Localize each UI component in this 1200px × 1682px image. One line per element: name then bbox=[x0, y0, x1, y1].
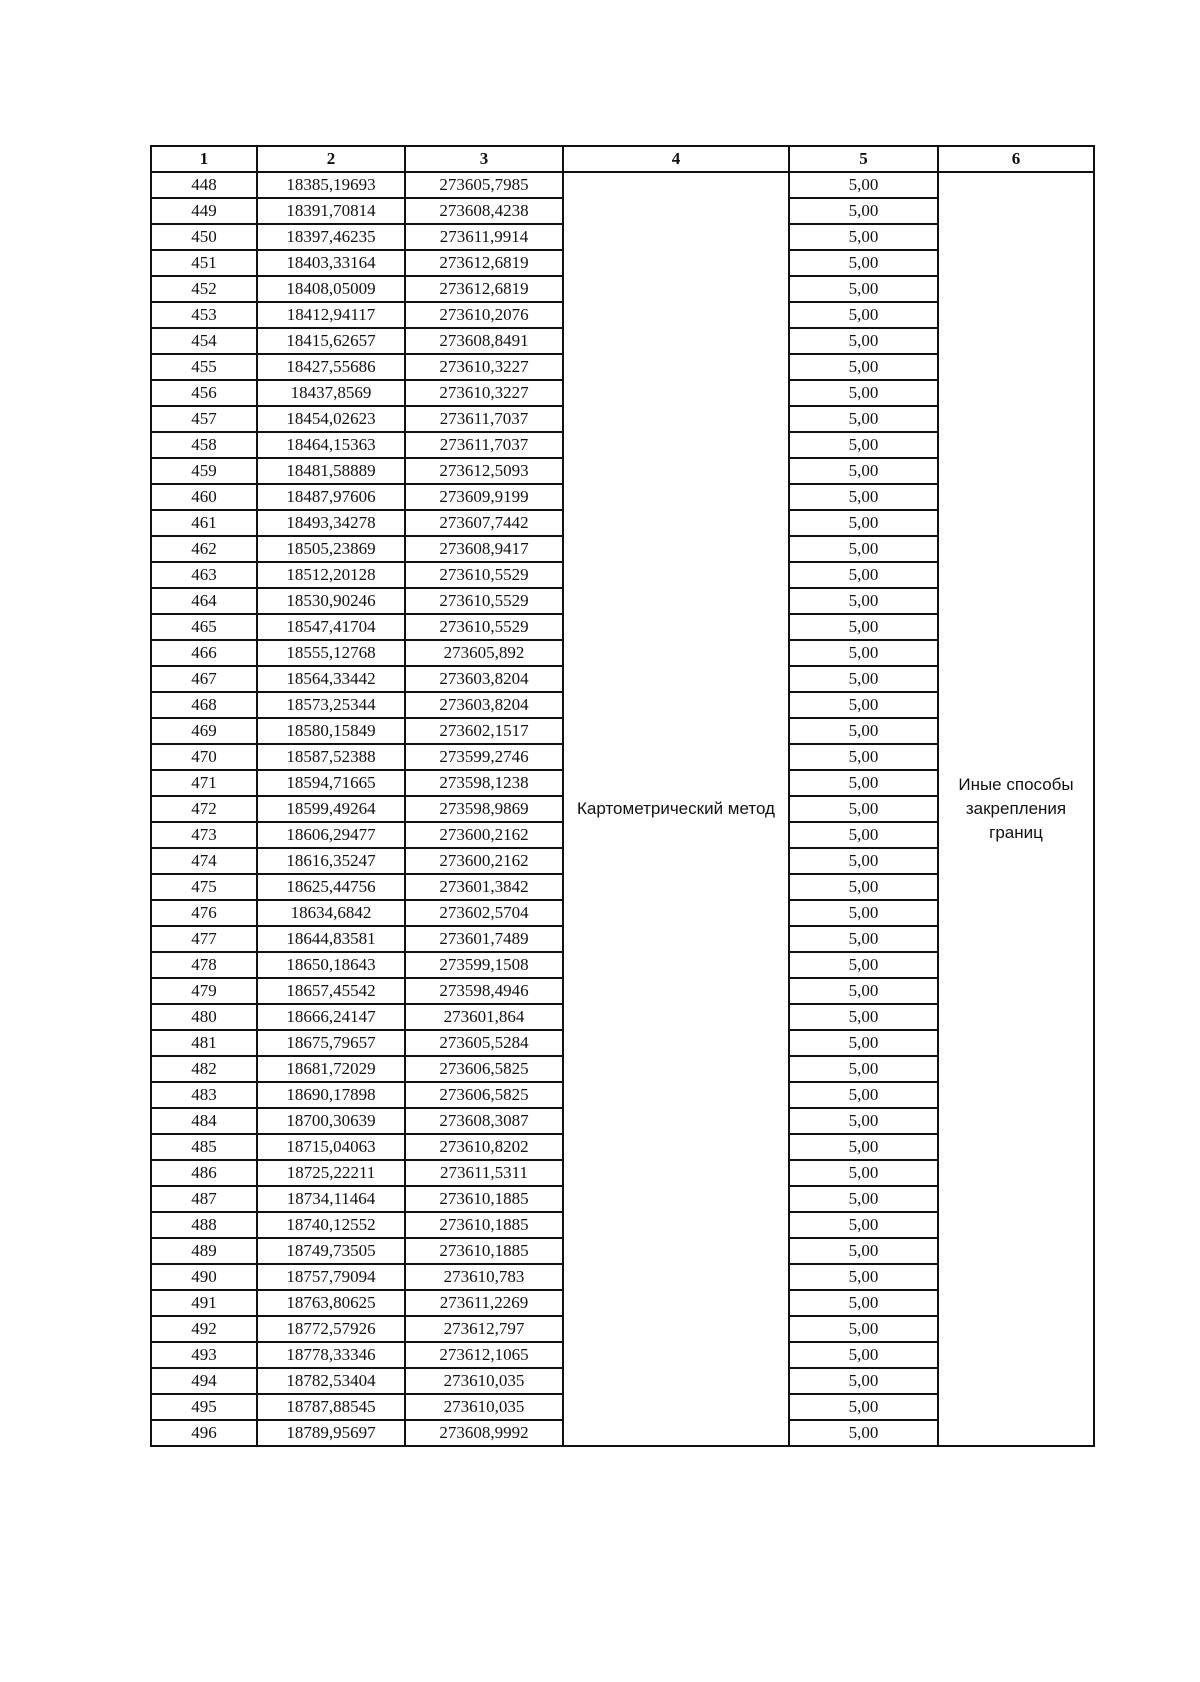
precision-cell: 5,00 bbox=[789, 614, 938, 640]
y-coordinate-cell: 273605,5284 bbox=[405, 1030, 563, 1056]
x-coordinate-cell: 18740,12552 bbox=[257, 1212, 405, 1238]
x-coordinate-cell: 18616,35247 bbox=[257, 848, 405, 874]
point-number-cell: 460 bbox=[151, 484, 257, 510]
y-coordinate-cell: 273601,3842 bbox=[405, 874, 563, 900]
y-coordinate-cell: 273611,5311 bbox=[405, 1160, 563, 1186]
y-coordinate-cell: 273602,1517 bbox=[405, 718, 563, 744]
x-coordinate-cell: 18564,33442 bbox=[257, 666, 405, 692]
point-number-cell: 455 bbox=[151, 354, 257, 380]
precision-cell: 5,00 bbox=[789, 1160, 938, 1186]
table-row bbox=[151, 172, 1094, 198]
precision-cell: 5,00 bbox=[789, 276, 938, 302]
precision-cell: 5,00 bbox=[789, 250, 938, 276]
precision-cell: 5,00 bbox=[789, 692, 938, 718]
precision-cell: 5,00 bbox=[789, 1030, 938, 1056]
y-coordinate-cell: 273598,4946 bbox=[405, 978, 563, 1004]
point-number-cell: 492 bbox=[151, 1316, 257, 1342]
x-coordinate-cell: 18772,57926 bbox=[257, 1316, 405, 1342]
y-coordinate-cell: 273600,2162 bbox=[405, 848, 563, 874]
y-coordinate-cell: 273608,9992 bbox=[405, 1420, 563, 1446]
point-number-cell: 453 bbox=[151, 302, 257, 328]
point-number-cell: 479 bbox=[151, 978, 257, 1004]
precision-cell: 5,00 bbox=[789, 1316, 938, 1342]
precision-cell: 5,00 bbox=[789, 640, 938, 666]
x-coordinate-cell: 18757,79094 bbox=[257, 1264, 405, 1290]
table-body bbox=[151, 172, 1094, 1446]
y-coordinate-cell: 273609,9199 bbox=[405, 484, 563, 510]
precision-cell: 5,00 bbox=[789, 1186, 938, 1212]
x-coordinate-cell: 18427,55686 bbox=[257, 354, 405, 380]
header-row bbox=[151, 146, 1094, 172]
y-coordinate-cell: 273611,7037 bbox=[405, 432, 563, 458]
x-coordinate-cell: 18700,30639 bbox=[257, 1108, 405, 1134]
x-coordinate-cell: 18437,8569 bbox=[257, 380, 405, 406]
precision-cell: 5,00 bbox=[789, 1082, 938, 1108]
point-number-cell: 464 bbox=[151, 588, 257, 614]
point-number-cell: 476 bbox=[151, 900, 257, 926]
precision-cell: 5,00 bbox=[789, 744, 938, 770]
x-coordinate-cell: 18385,19693 bbox=[257, 172, 405, 198]
x-coordinate-cell: 18789,95697 bbox=[257, 1420, 405, 1446]
point-number-cell: 480 bbox=[151, 1004, 257, 1030]
point-number-cell: 486 bbox=[151, 1160, 257, 1186]
precision-cell: 5,00 bbox=[789, 848, 938, 874]
precision-cell: 5,00 bbox=[789, 198, 938, 224]
x-coordinate-cell: 18763,80625 bbox=[257, 1290, 405, 1316]
x-coordinate-cell: 18666,24147 bbox=[257, 1004, 405, 1030]
x-coordinate-cell: 18675,79657 bbox=[257, 1030, 405, 1056]
precision-cell: 5,00 bbox=[789, 978, 938, 1004]
precision-cell: 5,00 bbox=[789, 796, 938, 822]
y-coordinate-cell: 273610,783 bbox=[405, 1264, 563, 1290]
point-number-cell: 488 bbox=[151, 1212, 257, 1238]
y-coordinate-cell: 273599,2746 bbox=[405, 744, 563, 770]
precision-cell: 5,00 bbox=[789, 1212, 938, 1238]
header-col-4: 4 bbox=[563, 146, 789, 172]
y-coordinate-cell: 273610,1885 bbox=[405, 1186, 563, 1212]
precision-cell: 5,00 bbox=[789, 510, 938, 536]
x-coordinate-cell: 18505,23869 bbox=[257, 536, 405, 562]
precision-cell: 5,00 bbox=[789, 354, 938, 380]
x-coordinate-cell: 18487,97606 bbox=[257, 484, 405, 510]
precision-cell: 5,00 bbox=[789, 588, 938, 614]
precision-cell: 5,00 bbox=[789, 1004, 938, 1030]
precision-cell: 5,00 bbox=[789, 172, 938, 198]
method-cell: Картометрический метод bbox=[563, 172, 789, 1446]
point-number-cell: 473 bbox=[151, 822, 257, 848]
point-number-cell: 485 bbox=[151, 1134, 257, 1160]
precision-cell: 5,00 bbox=[789, 1368, 938, 1394]
precision-cell: 5,00 bbox=[789, 432, 938, 458]
point-number-cell: 471 bbox=[151, 770, 257, 796]
precision-cell: 5,00 bbox=[789, 1420, 938, 1446]
x-coordinate-cell: 18555,12768 bbox=[257, 640, 405, 666]
y-coordinate-cell: 273612,5093 bbox=[405, 458, 563, 484]
x-coordinate-cell: 18481,58889 bbox=[257, 458, 405, 484]
precision-cell: 5,00 bbox=[789, 458, 938, 484]
y-coordinate-cell: 273612,1065 bbox=[405, 1342, 563, 1368]
x-coordinate-cell: 18403,33164 bbox=[257, 250, 405, 276]
point-number-cell: 482 bbox=[151, 1056, 257, 1082]
point-number-cell: 478 bbox=[151, 952, 257, 978]
precision-cell: 5,00 bbox=[789, 822, 938, 848]
precision-cell: 5,00 bbox=[789, 874, 938, 900]
point-number-cell: 463 bbox=[151, 562, 257, 588]
x-coordinate-cell: 18734,11464 bbox=[257, 1186, 405, 1212]
point-number-cell: 461 bbox=[151, 510, 257, 536]
precision-cell: 5,00 bbox=[789, 406, 938, 432]
y-coordinate-cell: 273598,9869 bbox=[405, 796, 563, 822]
y-coordinate-cell: 273610,1885 bbox=[405, 1212, 563, 1238]
y-coordinate-cell: 273611,9914 bbox=[405, 224, 563, 250]
y-coordinate-cell: 273610,1885 bbox=[405, 1238, 563, 1264]
point-number-cell: 474 bbox=[151, 848, 257, 874]
x-coordinate-cell: 18412,94117 bbox=[257, 302, 405, 328]
point-number-cell: 468 bbox=[151, 692, 257, 718]
point-number-cell: 481 bbox=[151, 1030, 257, 1056]
y-coordinate-cell: 273598,1238 bbox=[405, 770, 563, 796]
x-coordinate-cell: 18599,49264 bbox=[257, 796, 405, 822]
y-coordinate-cell: 273607,7442 bbox=[405, 510, 563, 536]
x-coordinate-cell: 18787,88545 bbox=[257, 1394, 405, 1420]
y-coordinate-cell: 273608,9417 bbox=[405, 536, 563, 562]
x-coordinate-cell: 18778,33346 bbox=[257, 1342, 405, 1368]
point-number-cell: 450 bbox=[151, 224, 257, 250]
precision-cell: 5,00 bbox=[789, 900, 938, 926]
point-number-cell: 458 bbox=[151, 432, 257, 458]
x-coordinate-cell: 18650,18643 bbox=[257, 952, 405, 978]
precision-cell: 5,00 bbox=[789, 1264, 938, 1290]
x-coordinate-cell: 18573,25344 bbox=[257, 692, 405, 718]
y-coordinate-cell: 273599,1508 bbox=[405, 952, 563, 978]
x-coordinate-cell: 18587,52388 bbox=[257, 744, 405, 770]
point-number-cell: 484 bbox=[151, 1108, 257, 1134]
y-coordinate-cell: 273612,797 bbox=[405, 1316, 563, 1342]
y-coordinate-cell: 273602,5704 bbox=[405, 900, 563, 926]
point-number-cell: 454 bbox=[151, 328, 257, 354]
coordinates-table bbox=[150, 145, 1095, 1447]
y-coordinate-cell: 273610,035 bbox=[405, 1368, 563, 1394]
y-coordinate-cell: 273610,5529 bbox=[405, 614, 563, 640]
y-coordinate-cell: 273612,6819 bbox=[405, 276, 563, 302]
y-coordinate-cell: 273608,8491 bbox=[405, 328, 563, 354]
point-number-cell: 491 bbox=[151, 1290, 257, 1316]
precision-cell: 5,00 bbox=[789, 484, 938, 510]
point-number-cell: 487 bbox=[151, 1186, 257, 1212]
x-coordinate-cell: 18464,15363 bbox=[257, 432, 405, 458]
header-col-1: 1 bbox=[151, 146, 257, 172]
x-coordinate-cell: 18634,6842 bbox=[257, 900, 405, 926]
precision-cell: 5,00 bbox=[789, 328, 938, 354]
precision-cell: 5,00 bbox=[789, 1108, 938, 1134]
x-coordinate-cell: 18580,15849 bbox=[257, 718, 405, 744]
y-coordinate-cell: 273603,8204 bbox=[405, 692, 563, 718]
x-coordinate-cell: 18454,02623 bbox=[257, 406, 405, 432]
x-coordinate-cell: 18530,90246 bbox=[257, 588, 405, 614]
point-number-cell: 475 bbox=[151, 874, 257, 900]
x-coordinate-cell: 18644,83581 bbox=[257, 926, 405, 952]
point-number-cell: 451 bbox=[151, 250, 257, 276]
point-number-cell: 462 bbox=[151, 536, 257, 562]
y-coordinate-cell: 273601,7489 bbox=[405, 926, 563, 952]
y-coordinate-cell: 273610,5529 bbox=[405, 588, 563, 614]
y-coordinate-cell: 273611,7037 bbox=[405, 406, 563, 432]
x-coordinate-cell: 18690,17898 bbox=[257, 1082, 405, 1108]
y-coordinate-cell: 273610,3227 bbox=[405, 380, 563, 406]
precision-cell: 5,00 bbox=[789, 1342, 938, 1368]
precision-cell: 5,00 bbox=[789, 770, 938, 796]
point-number-cell: 489 bbox=[151, 1238, 257, 1264]
precision-cell: 5,00 bbox=[789, 666, 938, 692]
header-col-3: 3 bbox=[405, 146, 563, 172]
precision-cell: 5,00 bbox=[789, 1238, 938, 1264]
x-coordinate-cell: 18391,70814 bbox=[257, 198, 405, 224]
y-coordinate-cell: 273611,2269 bbox=[405, 1290, 563, 1316]
y-coordinate-cell: 273610,5529 bbox=[405, 562, 563, 588]
point-number-cell: 466 bbox=[151, 640, 257, 666]
point-number-cell: 467 bbox=[151, 666, 257, 692]
point-number-cell: 448 bbox=[151, 172, 257, 198]
point-number-cell: 493 bbox=[151, 1342, 257, 1368]
x-coordinate-cell: 18782,53404 bbox=[257, 1368, 405, 1394]
precision-cell: 5,00 bbox=[789, 302, 938, 328]
x-coordinate-cell: 18606,29477 bbox=[257, 822, 405, 848]
precision-cell: 5,00 bbox=[789, 224, 938, 250]
y-coordinate-cell: 273605,7985 bbox=[405, 172, 563, 198]
header-col-5: 5 bbox=[789, 146, 938, 172]
point-number-cell: 494 bbox=[151, 1368, 257, 1394]
precision-cell: 5,00 bbox=[789, 952, 938, 978]
x-coordinate-cell: 18681,72029 bbox=[257, 1056, 405, 1082]
y-coordinate-cell: 273600,2162 bbox=[405, 822, 563, 848]
x-coordinate-cell: 18415,62657 bbox=[257, 328, 405, 354]
point-number-cell: 452 bbox=[151, 276, 257, 302]
x-coordinate-cell: 18408,05009 bbox=[257, 276, 405, 302]
x-coordinate-cell: 18725,22211 bbox=[257, 1160, 405, 1186]
header-col-2: 2 bbox=[257, 146, 405, 172]
y-coordinate-cell: 273601,864 bbox=[405, 1004, 563, 1030]
precision-cell: 5,00 bbox=[789, 380, 938, 406]
x-coordinate-cell: 18397,46235 bbox=[257, 224, 405, 250]
point-number-cell: 496 bbox=[151, 1420, 257, 1446]
precision-cell: 5,00 bbox=[789, 1290, 938, 1316]
y-coordinate-cell: 273606,5825 bbox=[405, 1056, 563, 1082]
point-number-cell: 470 bbox=[151, 744, 257, 770]
x-coordinate-cell: 18749,73505 bbox=[257, 1238, 405, 1264]
point-number-cell: 459 bbox=[151, 458, 257, 484]
x-coordinate-cell: 18547,41704 bbox=[257, 614, 405, 640]
point-number-cell: 477 bbox=[151, 926, 257, 952]
x-coordinate-cell: 18594,71665 bbox=[257, 770, 405, 796]
point-number-cell: 495 bbox=[151, 1394, 257, 1420]
point-number-cell: 472 bbox=[151, 796, 257, 822]
precision-cell: 5,00 bbox=[789, 1134, 938, 1160]
x-coordinate-cell: 18657,45542 bbox=[257, 978, 405, 1004]
x-coordinate-cell: 18512,20128 bbox=[257, 562, 405, 588]
y-coordinate-cell: 273610,3227 bbox=[405, 354, 563, 380]
y-coordinate-cell: 273612,6819 bbox=[405, 250, 563, 276]
point-number-cell: 465 bbox=[151, 614, 257, 640]
fixing-method-cell: Иные способы закрепления границ bbox=[938, 172, 1094, 1446]
x-coordinate-cell: 18625,44756 bbox=[257, 874, 405, 900]
point-number-cell: 490 bbox=[151, 1264, 257, 1290]
header-col-6: 6 bbox=[938, 146, 1094, 172]
point-number-cell: 449 bbox=[151, 198, 257, 224]
y-coordinate-cell: 273603,8204 bbox=[405, 666, 563, 692]
precision-cell: 5,00 bbox=[789, 1056, 938, 1082]
precision-cell: 5,00 bbox=[789, 1394, 938, 1420]
y-coordinate-cell: 273606,5825 bbox=[405, 1082, 563, 1108]
precision-cell: 5,00 bbox=[789, 562, 938, 588]
point-number-cell: 456 bbox=[151, 380, 257, 406]
y-coordinate-cell: 273605,892 bbox=[405, 640, 563, 666]
precision-cell: 5,00 bbox=[789, 926, 938, 952]
y-coordinate-cell: 273608,4238 bbox=[405, 198, 563, 224]
precision-cell: 5,00 bbox=[789, 536, 938, 562]
point-number-cell: 457 bbox=[151, 406, 257, 432]
y-coordinate-cell: 273610,035 bbox=[405, 1394, 563, 1420]
point-number-cell: 469 bbox=[151, 718, 257, 744]
precision-cell: 5,00 bbox=[789, 718, 938, 744]
y-coordinate-cell: 273608,3087 bbox=[405, 1108, 563, 1134]
x-coordinate-cell: 18493,34278 bbox=[257, 510, 405, 536]
x-coordinate-cell: 18715,04063 bbox=[257, 1134, 405, 1160]
y-coordinate-cell: 273610,8202 bbox=[405, 1134, 563, 1160]
y-coordinate-cell: 273610,2076 bbox=[405, 302, 563, 328]
point-number-cell: 483 bbox=[151, 1082, 257, 1108]
